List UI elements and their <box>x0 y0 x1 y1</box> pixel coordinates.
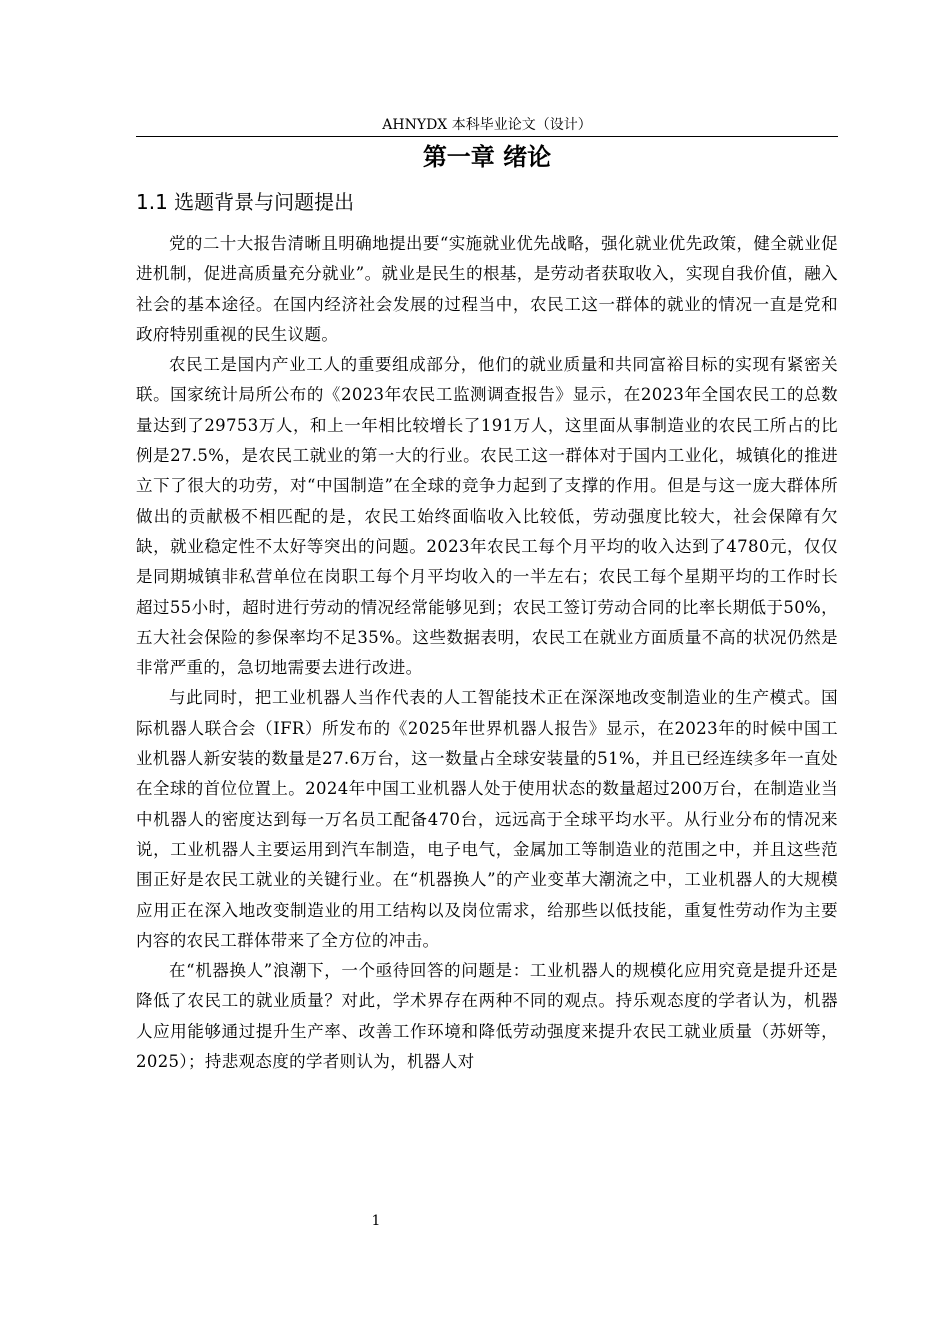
header-rule <box>136 136 838 137</box>
paragraph-2: 农民工是国内产业工人的重要组成部分，他们的就业质量和共同富裕目标的实现有紧密关联。国家统计局所公布的《2023年农民工监测调查报告》显示，在2023年全国农民工的总数量达到了29753万人，和上一年相比较增长了191万人，这里面从事制造业的农民工所占的比例是27.5%，是农民工就业的第一大的行业。农民工这一群体对于国内工业化，城镇化的推进立下了很大的功劳，对“中国制造”在全球的竞争力起到了支撑的作用。但是与这一庞大群体所做出的贡献极不相匹配的是，农民工始终面临收入比较低，劳动强度比较大，社会保障有欠缺，就业稳定性不太好等突出的问题。2023年农民工每个月平均的收入达到了4780元，仅仅是同期城镇非私营单位在岗职工每个月平均收入的一半左右；农民工每个星期平均的工作时长超过55小时，超时进行劳动的情况经常能够见到；农民工签订劳动合同的比率长期低于50%，五大社会保险的参保率均不足35%。这些数据表明，农民工在就业方面质量不高的状况仍然是非常严重的，急切地需要去进行改进。 <box>136 355 838 678</box>
chapter-title: 第一章 绪论 <box>422 143 552 171</box>
page-number: 1 <box>371 1213 381 1229</box>
paragraph-3: 与此同时，把工业机器人当作代表的人工智能技术正在深深地改变制造业的生产模式。国际机器人联合会（IFR）所发布的《2025年世界机器人报告》显示，在2023年的时候中国工业机器人新安装的数量是27.6万台，这一数量占全球安装量的51%，并且已经连续多年一直处在全球的首位位置上。2024年中国工业机器人处于使用状态的数量超过200万台，在制造业当中机器人的密度达到每一万名员工配备470台，远远高于全球平均水平。从行业分布的情况来说，工业机器人主要运用到汽车制造，电子电气，金属加工等制造业的范围之中，并且这些范围正好是农民工就业的关键行业。在“机器换人”的产业变革大潮流之中，工业机器人的大规模应用正在深入地改变制造业的用工结构以及岗位需求，给那些以低技能，重复性劳动作为主要内容的农民工群体带来了全方位的冲击。 <box>136 688 838 950</box>
body-text <box>136 229 838 1077</box>
paragraph-1: 党的二十大报告清晰且明确地提出要“实施就业优先战略，强化就业优先政策，健全就业促进机制，促进高质量充分就业”。就业是民生的根基，是劳动者获取收入，实现自我价值，融入社会的基本途径。在国内经济社会发展的过程当中，农民工这一群体的就业的情况一直是党和政府特别重视的民生议题。 <box>136 234 838 344</box>
paragraph-4: 在“机器换人”浪潮下，一个亟待回答的问题是：工业机器人的规模化应用究竟是提升还是降低了农民工的就业质量？对此，学术界存在两种不同的观点。持乐观态度的学者认为，机器人应用能够通过提升生产率、改善工作环境和降低劳动强度来提升农民工就业质量（苏妍等，2025）；持悲观态度的学者则认为，机器人对 <box>136 961 838 1072</box>
running-header: AHNYDX 本科毕业论文（设计） <box>382 117 592 133</box>
section-heading: 1.1 选题背景与问题提出 <box>136 190 355 214</box>
